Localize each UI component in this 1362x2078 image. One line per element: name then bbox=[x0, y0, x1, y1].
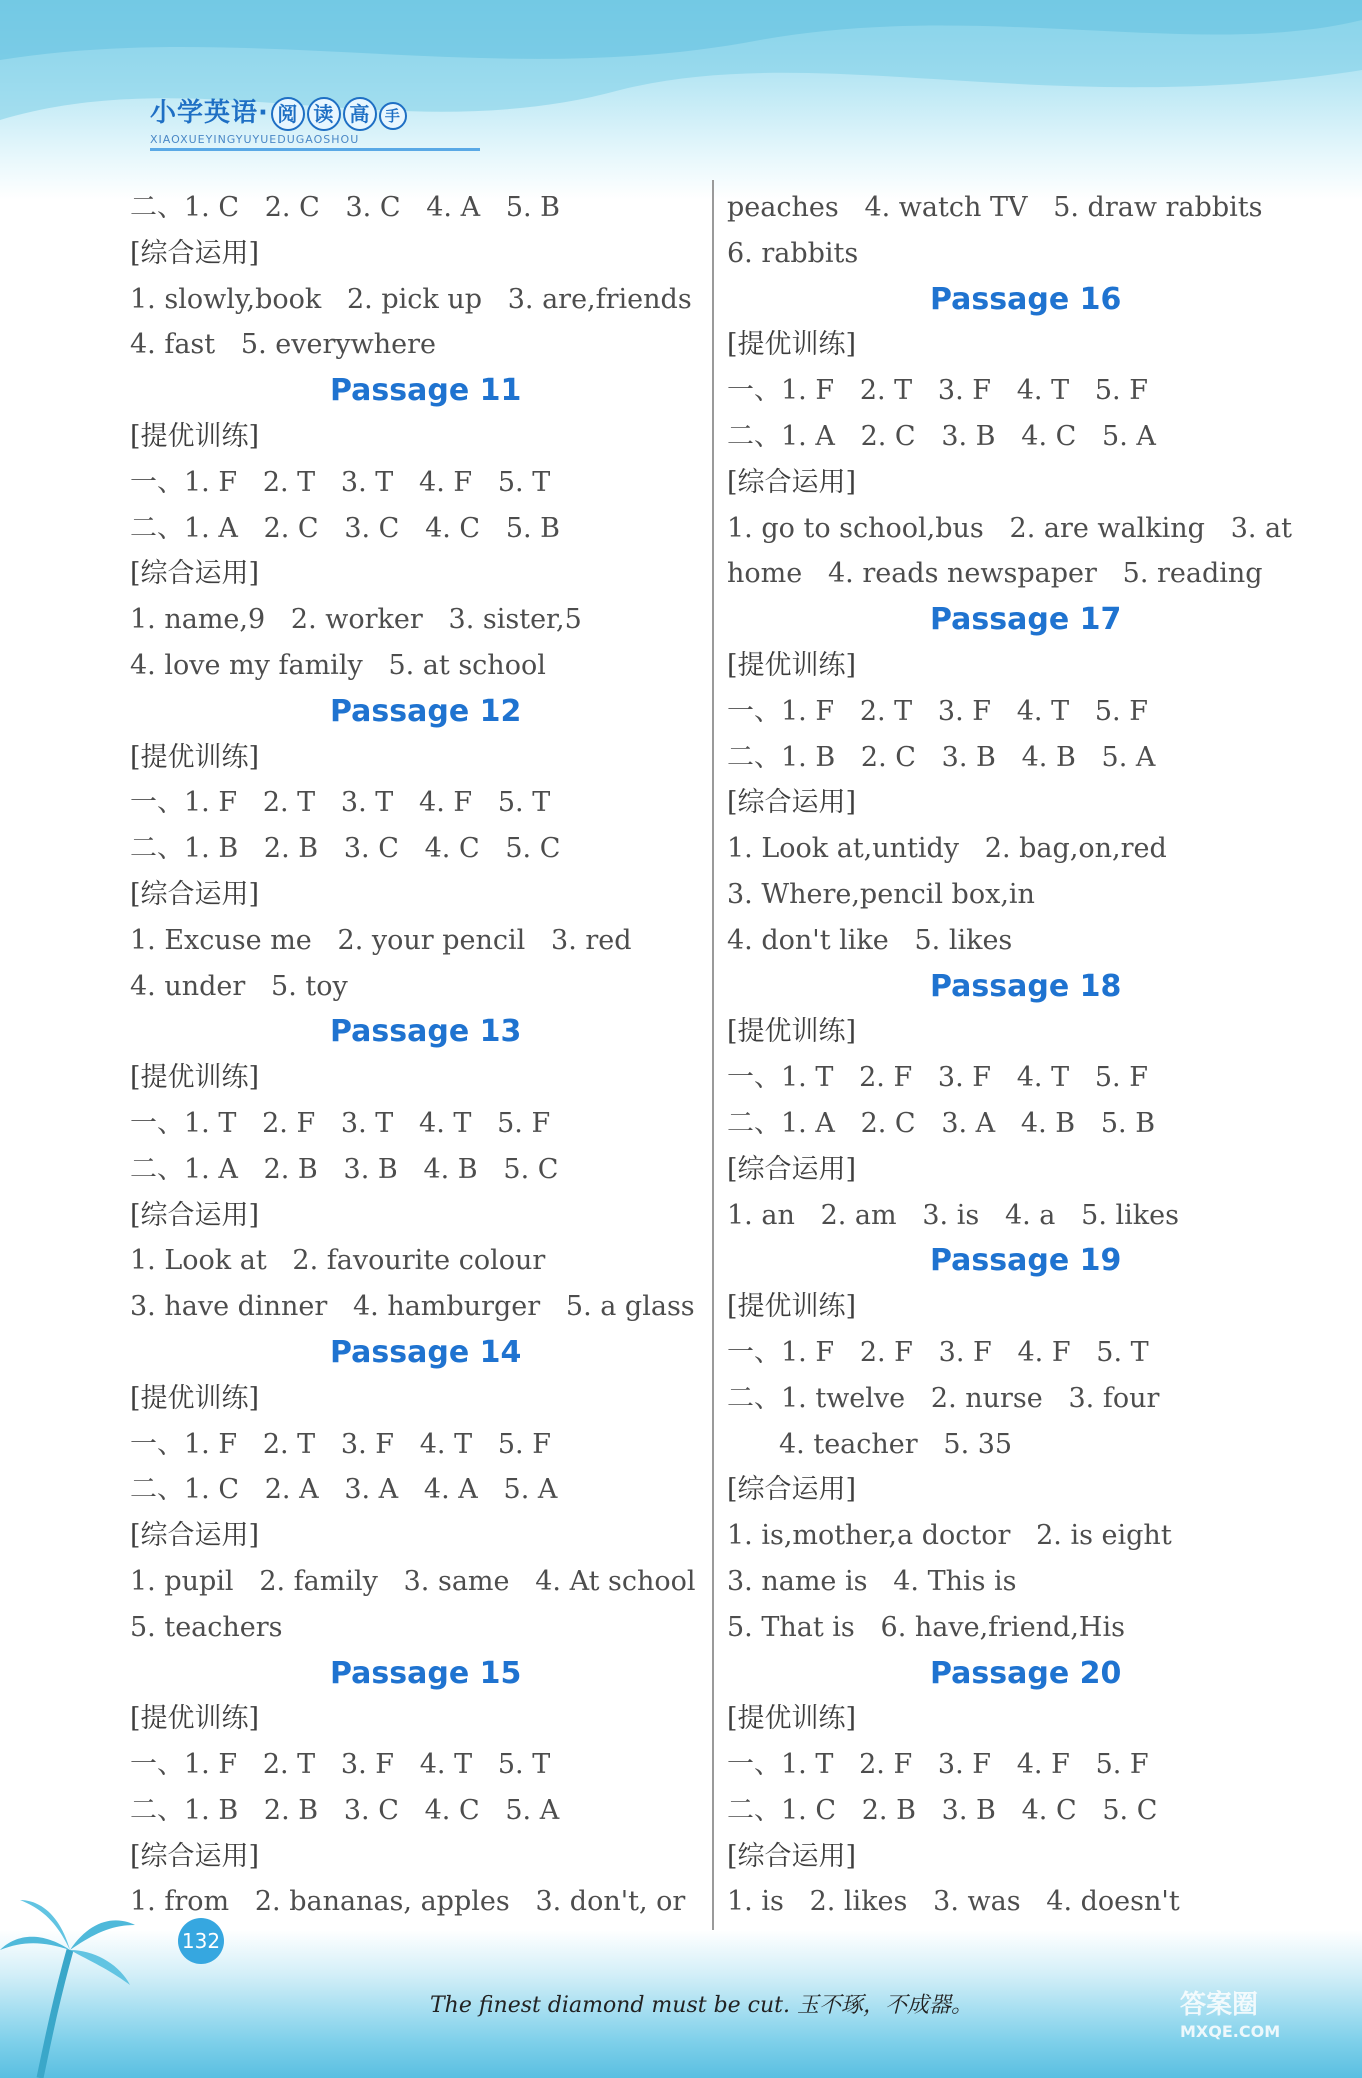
section-label: [综合运用] bbox=[130, 1840, 260, 1872]
answer-line: 二、1. B 2. C 3. B 4. B 5. A bbox=[727, 741, 1156, 773]
answer-line: 4. fast 5. everywhere bbox=[130, 329, 436, 361]
answer-line: 1. go to school,bus 2. are walking 3. at bbox=[727, 512, 1292, 544]
watermark-logo bbox=[1180, 1988, 1280, 2042]
passage-heading: Passage 15 bbox=[330, 1655, 522, 1691]
passage-heading: Passage 18 bbox=[930, 968, 1122, 1004]
section-label: [提优训练] bbox=[727, 649, 857, 681]
answer-line: 4. don't like 5. likes bbox=[727, 924, 1013, 956]
book-title-pinyin: XIAOXUEYINGYUYUEDUGAOSHOU bbox=[150, 133, 480, 151]
answer-line: 1. Look at 2. favourite colour bbox=[130, 1245, 546, 1277]
answer-line: 1. Excuse me 2. your pencil 3. red bbox=[130, 924, 632, 956]
answer-line: 二、1. B 2. B 3. C 4. C 5. C bbox=[130, 833, 561, 865]
section-label: [提优训练] bbox=[727, 1016, 857, 1048]
section-label: [综合运用] bbox=[130, 558, 260, 590]
answer-line: 一、1. F 2. F 3. F 4. F 5. T bbox=[727, 1336, 1149, 1368]
answer-line: 二、1. A 2. C 3. A 4. B 5. B bbox=[727, 1107, 1156, 1139]
answer-line: 4. love my family 5. at school bbox=[130, 649, 546, 681]
answer-line: 一、1. T 2. F 3. F 4. F 5. F bbox=[727, 1749, 1149, 1781]
answer-line: 3. name is 4. This is bbox=[727, 1565, 1017, 1597]
answer-line: 1. is,mother,a doctor 2. is eight bbox=[727, 1520, 1172, 1552]
answer-line: 一、1. F 2. T 3. F 4. T 5. F bbox=[130, 1428, 551, 1460]
right-answer-column bbox=[727, 185, 1317, 1925]
passage-heading: Passage 16 bbox=[930, 281, 1122, 317]
title-char-du: 读 bbox=[307, 97, 341, 131]
answer-line: 一、1. F 2. T 3. T 4. F 5. T bbox=[130, 787, 551, 819]
section-label: [提优训练] bbox=[130, 1703, 260, 1735]
passage-heading: Passage 20 bbox=[930, 1655, 1122, 1691]
section-label: [综合运用] bbox=[727, 787, 857, 819]
book-title-header bbox=[150, 92, 480, 151]
answer-line: 1. slowly,book 2. pick up 3. are,friends bbox=[130, 283, 692, 315]
answer-line: 4. under 5. toy bbox=[130, 970, 348, 1002]
palm-tree-illustration bbox=[0, 1880, 140, 2078]
section-label: [综合运用] bbox=[727, 466, 857, 498]
answer-line: 二、1. A 2. C 3. B 4. C 5. A bbox=[727, 420, 1156, 452]
passage-heading: Passage 14 bbox=[330, 1334, 522, 1370]
book-title bbox=[150, 92, 480, 131]
answer-line: 5. That is 6. have,friend,His bbox=[727, 1611, 1125, 1643]
answer-line: 1. pupil 2. family 3. same 4. At school bbox=[130, 1565, 696, 1597]
answer-line: 1. an 2. am 3. is 4. a 5. likes bbox=[727, 1199, 1179, 1231]
answer-line: 二、1. twelve 2. nurse 3. four bbox=[727, 1382, 1160, 1414]
watermark-text: 答案圈 bbox=[1180, 1990, 1259, 2020]
answer-line: 一、1. T 2. F 3. T 4. T 5. F bbox=[130, 1107, 551, 1139]
answer-line: 二、1. C 2. A 3. A 4. A 5. A bbox=[130, 1474, 558, 1506]
answer-line: 一、1. F 2. T 3. F 4. T 5. F bbox=[727, 695, 1148, 727]
answer-line: 二、1. A 2. B 3. B 4. B 5. C bbox=[130, 1153, 559, 1185]
title-char-yue: 阅 bbox=[271, 97, 305, 131]
answer-line: 1. name,9 2. worker 3. sister,5 bbox=[130, 604, 582, 636]
answer-line: 一、1. F 2. T 3. F 4. T 5. T bbox=[130, 1749, 551, 1781]
section-label: [提优训练] bbox=[727, 1703, 857, 1735]
section-label: [提优训练] bbox=[130, 1382, 260, 1414]
section-label: [提优训练] bbox=[130, 420, 260, 452]
section-label: [综合运用] bbox=[727, 1474, 857, 1506]
answer-line: 二、1. C 2. C 3. C 4. A 5. B bbox=[130, 192, 561, 223]
section-label: [提优训练] bbox=[727, 1291, 857, 1323]
answer-line: 一、1. T 2. F 3. F 4. T 5. F bbox=[727, 1062, 1148, 1094]
passage-heading: Passage 19 bbox=[930, 1243, 1122, 1279]
section-label: [综合运用] bbox=[727, 1840, 857, 1872]
answer-line: 一、1. F 2. T 3. T 4. F 5. T bbox=[130, 466, 551, 498]
section-label: [提优训练] bbox=[727, 329, 857, 361]
section-label: [提优训练] bbox=[130, 1062, 260, 1094]
column-divider bbox=[712, 180, 714, 1930]
passage-heading: Passage 12 bbox=[330, 693, 522, 729]
section-label: [综合运用] bbox=[727, 1153, 857, 1185]
book-title-prefix: 小学英语· bbox=[150, 98, 269, 128]
title-char-shou: 手 bbox=[379, 102, 407, 130]
answer-line: home 4. reads newspaper 5. reading bbox=[727, 558, 1263, 590]
answer-line: 6. rabbits bbox=[727, 237, 859, 269]
answer-line: 1. from 2. bananas, apples 3. don't, or bbox=[130, 1886, 686, 1918]
answer-line: 1. is 2. likes 3. was 4. doesn't bbox=[727, 1886, 1180, 1918]
passage-heading: Passage 17 bbox=[930, 602, 1122, 638]
watermark-url: MXQE.COM bbox=[1180, 2022, 1281, 2041]
section-label: [提优训练] bbox=[130, 741, 260, 773]
answer-line: 二、1. B 2. B 3. C 4. C 5. A bbox=[130, 1794, 560, 1826]
answer-line: peaches 4. watch TV 5. draw rabbits bbox=[727, 192, 1263, 223]
title-char-gao: 高 bbox=[343, 97, 377, 131]
section-label: [综合运用] bbox=[130, 1520, 260, 1552]
page-number-badge: 132 bbox=[178, 1918, 224, 1964]
answer-line: 3. Where,pencil box,in bbox=[727, 878, 1035, 910]
passage-heading: Passage 11 bbox=[330, 373, 522, 409]
answer-line: 4. teacher 5. 35 bbox=[779, 1428, 1013, 1460]
answer-line: 二、1. C 2. B 3. B 4. C 5. C bbox=[727, 1794, 1158, 1826]
passage-heading: Passage 13 bbox=[330, 1014, 522, 1050]
answer-line: 5. teachers bbox=[130, 1611, 283, 1643]
section-label: [综合运用] bbox=[130, 878, 260, 910]
section-label: [综合运用] bbox=[130, 1199, 260, 1231]
answer-line: 1. Look at,untidy 2. bag,on,red bbox=[727, 833, 1167, 865]
answer-line: 3. have dinner 4. hamburger 5. a glass bbox=[130, 1291, 695, 1323]
section-label: [综合运用] bbox=[130, 237, 260, 269]
left-answer-column bbox=[130, 185, 700, 1925]
footer-motto: The finest diamond must be cut. 玉不琢，不成器。 bbox=[430, 1993, 973, 2018]
answer-line: 一、1. F 2. T 3. F 4. T 5. F bbox=[727, 375, 1148, 407]
answer-line: 二、1. A 2. C 3. C 4. C 5. B bbox=[130, 512, 561, 544]
